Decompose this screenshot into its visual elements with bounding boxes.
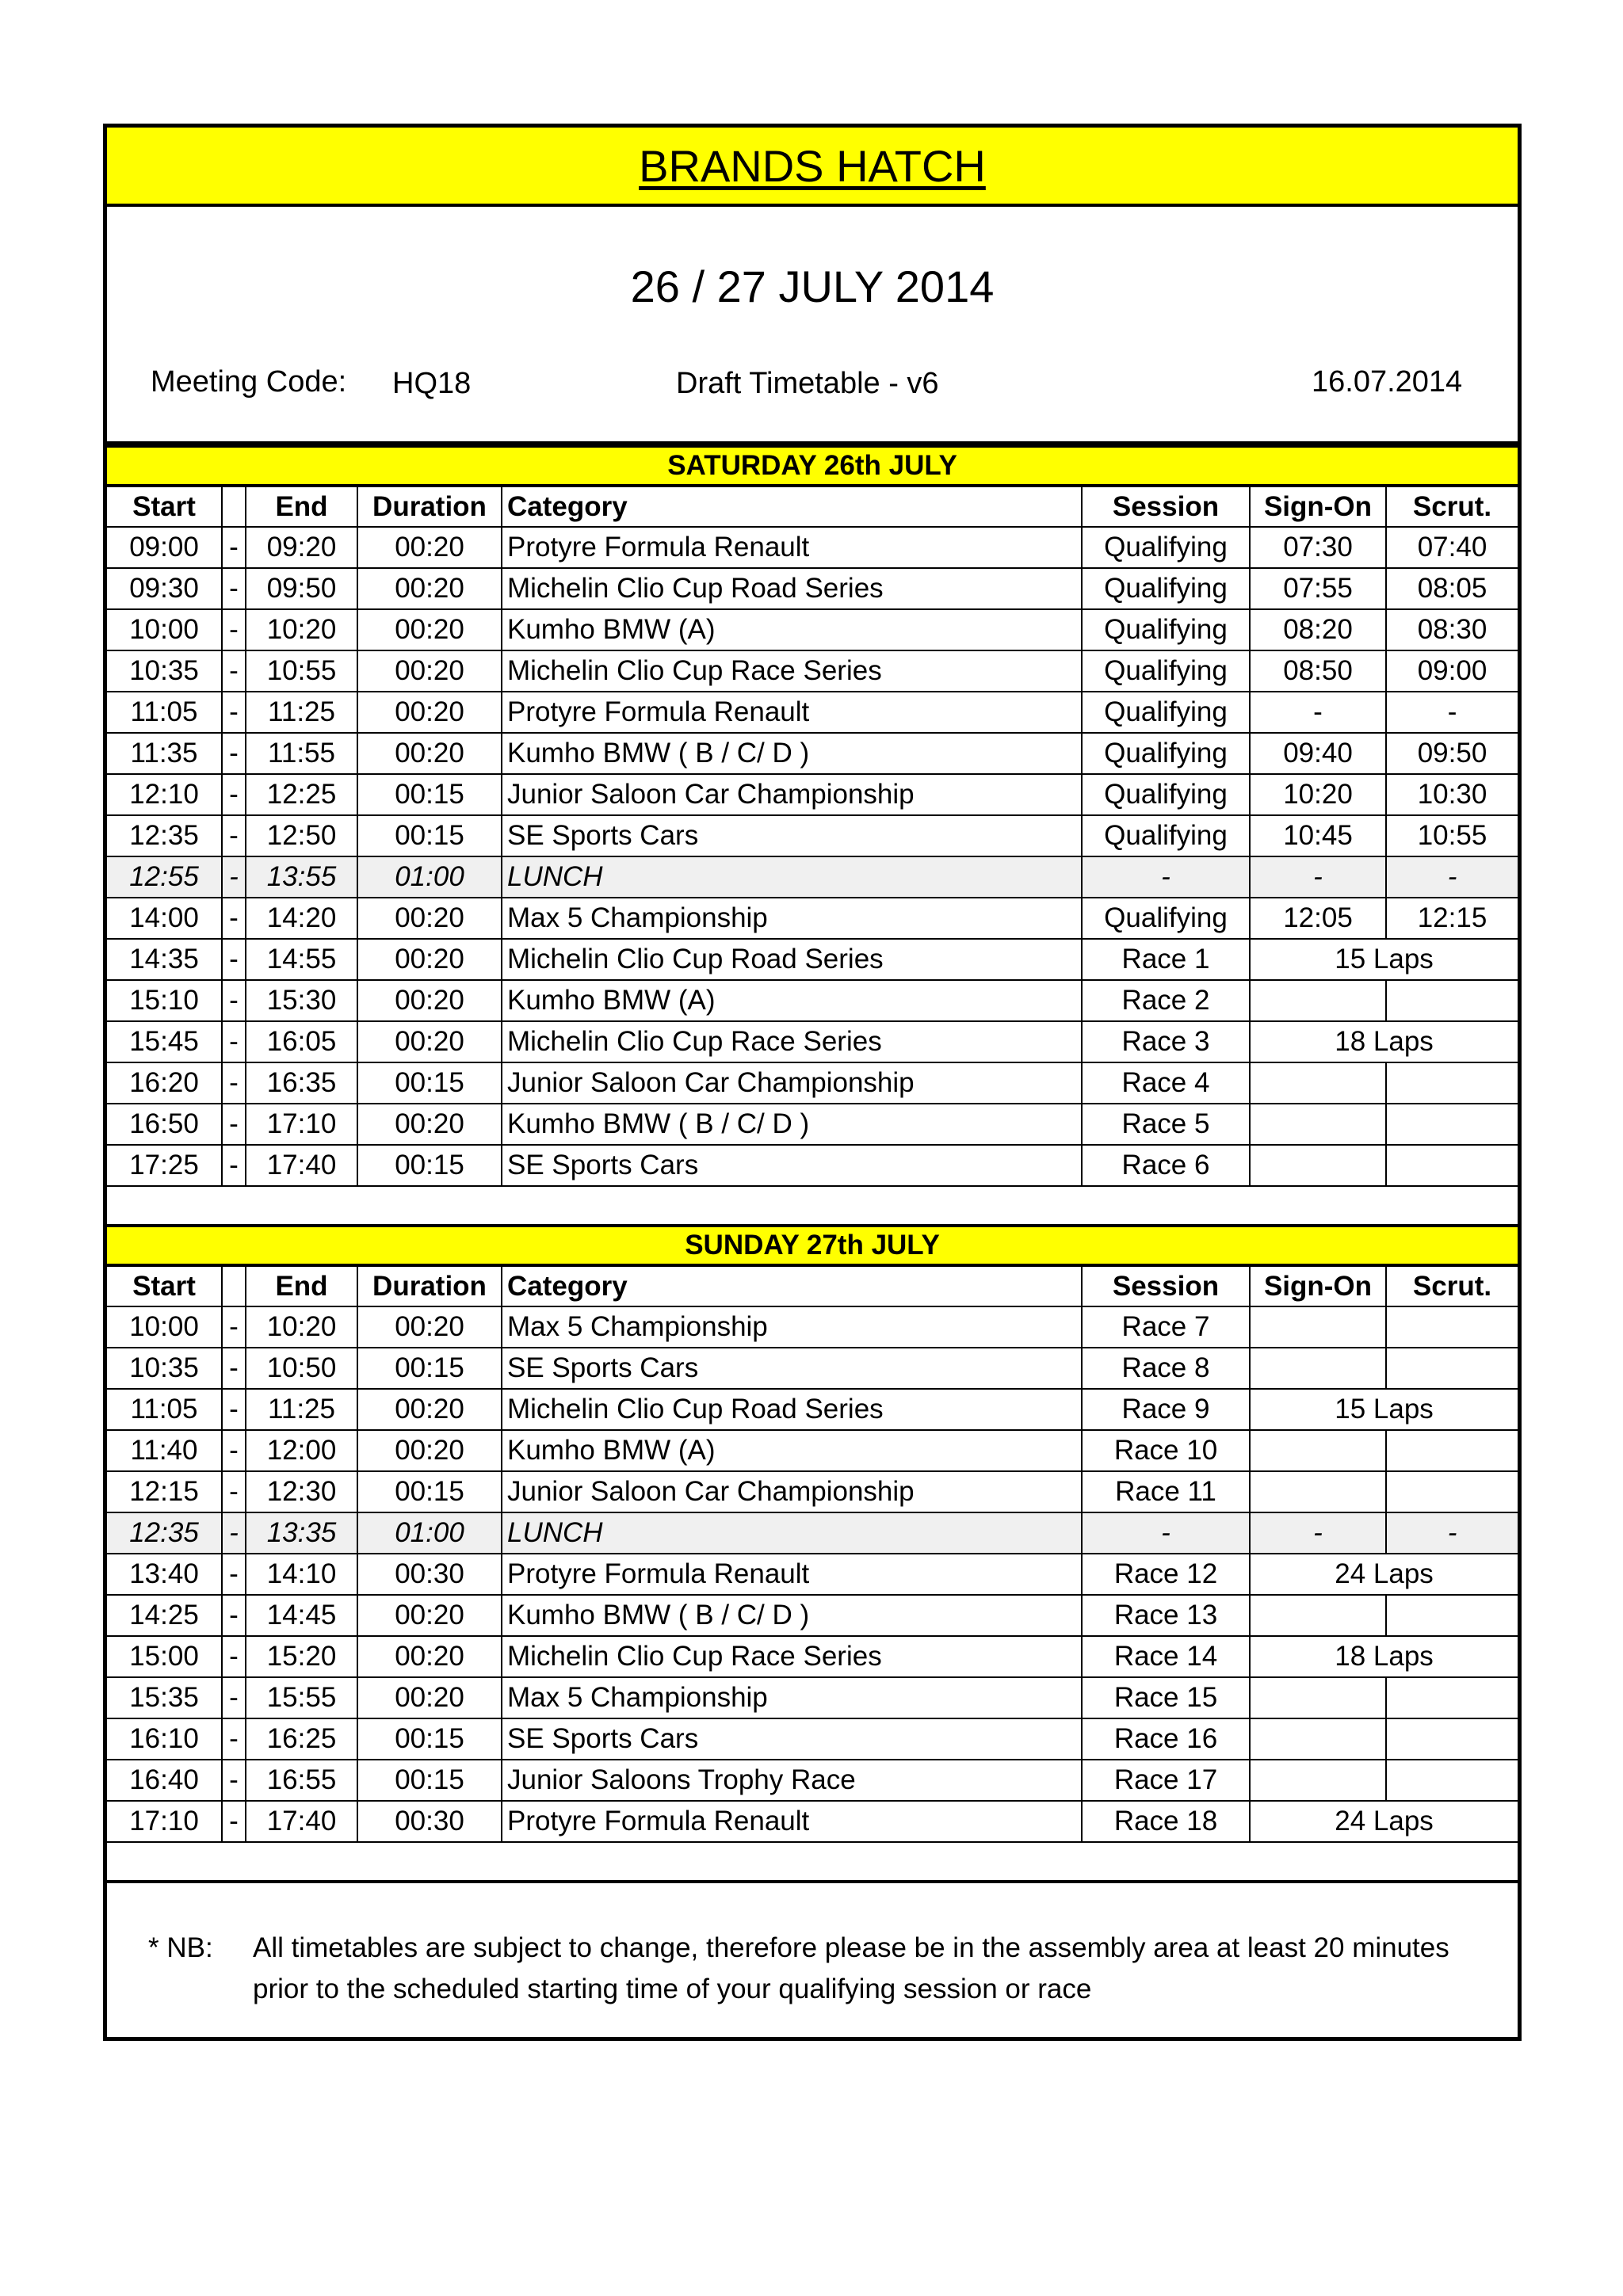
- end-time: 11:25: [246, 692, 357, 733]
- scrutineering-time: [1386, 1760, 1518, 1801]
- sign-on-time: [1250, 980, 1386, 1021]
- start-time: 12:35: [107, 1512, 222, 1554]
- category: Junior Saloon Car Championship: [502, 1062, 1082, 1104]
- session: Qualifying: [1082, 898, 1250, 939]
- session: Qualifying: [1082, 609, 1250, 650]
- nb-text-line-1: All timetables are subject to change, therefore please be in the assembly area at least 20 minutes: [253, 1932, 1449, 1963]
- duration: 00:15: [357, 1718, 502, 1760]
- timetable-row: [107, 815, 1518, 856]
- category: Kumho BMW (A): [502, 609, 1082, 650]
- sign-on-time: -: [1250, 1512, 1386, 1554]
- start-time: 15:35: [107, 1677, 222, 1718]
- duration: 01:00: [357, 856, 502, 898]
- start-time: 12:15: [107, 1471, 222, 1512]
- end-time: 12:00: [246, 1430, 357, 1471]
- sign-on-time: 10:20: [1250, 774, 1386, 815]
- timetable-row: [107, 980, 1518, 1021]
- session: Qualifying: [1082, 774, 1250, 815]
- start-time: 15:10: [107, 980, 222, 1021]
- category: Michelin Clio Cup Road Series: [502, 568, 1082, 609]
- time-separator: -: [222, 1760, 246, 1801]
- issue-date: 16.07.2014: [1312, 365, 1463, 399]
- category: SE Sports Cars: [502, 1145, 1082, 1186]
- end-time: 09:50: [246, 568, 357, 609]
- start-time: 14:25: [107, 1595, 222, 1636]
- duration: 00:20: [357, 1306, 502, 1348]
- duration: 00:15: [357, 815, 502, 856]
- start-time: 11:35: [107, 733, 222, 774]
- sign-on-time: [1250, 1062, 1386, 1104]
- meeting-code: HQ18: [392, 367, 472, 400]
- start-time: 16:40: [107, 1760, 222, 1801]
- scrutineering-time: 08:30: [1386, 609, 1518, 650]
- end-time: 14:10: [246, 1554, 357, 1595]
- sign-on-time: [1250, 1677, 1386, 1718]
- timetable-row: [107, 1145, 1518, 1186]
- duration: 00:15: [357, 1760, 502, 1801]
- nb-text-line-2: prior to the scheduled starting time of your qualifying session or race: [253, 1974, 1092, 2004]
- start-time: 11:40: [107, 1430, 222, 1471]
- timetable-row: [107, 1104, 1518, 1145]
- spacer-cell: [107, 1186, 1518, 1226]
- category: Michelin Clio Cup Road Series: [502, 1389, 1082, 1430]
- category: Kumho BMW ( B / C/ D ): [502, 733, 1082, 774]
- scrutineering-time: [1386, 980, 1518, 1021]
- scrutineering-time: [1386, 1430, 1518, 1471]
- col-header-sign-on: Sign-On: [1250, 486, 1386, 527]
- scrutineering-time: 10:55: [1386, 815, 1518, 856]
- scrutineering-time: [1386, 1595, 1518, 1636]
- sign-on-time: [1250, 1471, 1386, 1512]
- session: Race 14: [1082, 1636, 1250, 1677]
- scrutineering-time: [1386, 1348, 1518, 1389]
- duration: 00:30: [357, 1554, 502, 1595]
- end-time: 13:55: [246, 856, 357, 898]
- end-time: 16:25: [246, 1718, 357, 1760]
- session: Race 13: [1082, 1595, 1250, 1636]
- meeting-dates: 26 / 27 JULY 2014: [630, 261, 995, 311]
- category: Michelin Clio Cup Race Series: [502, 650, 1082, 692]
- end-time: 16:55: [246, 1760, 357, 1801]
- race-laps: 24 Laps: [1250, 1554, 1518, 1595]
- col-header-separator: [222, 1265, 246, 1306]
- end-time: 12:50: [246, 815, 357, 856]
- scrutineering-time: [1386, 1062, 1518, 1104]
- timetable-row: [107, 609, 1518, 650]
- meeting-info: [107, 207, 1518, 444]
- duration: 00:20: [357, 692, 502, 733]
- sign-on-time: [1250, 1104, 1386, 1145]
- duration: 00:15: [357, 1062, 502, 1104]
- start-time: 13:40: [107, 1554, 222, 1595]
- end-time: 10:55: [246, 650, 357, 692]
- end-time: 15:55: [246, 1677, 357, 1718]
- scrutineering-time: [1386, 1471, 1518, 1512]
- timetable-row: [107, 1389, 1518, 1430]
- scrutineering-time: 09:50: [1386, 733, 1518, 774]
- timetable-frame: [103, 124, 1522, 2041]
- saturday-section: [107, 446, 1518, 1186]
- col-header-duration: Duration: [357, 1265, 502, 1306]
- end-time: 14:20: [246, 898, 357, 939]
- session: Race 11: [1082, 1471, 1250, 1512]
- timetable-row: [107, 1760, 1518, 1801]
- start-time: 11:05: [107, 1389, 222, 1430]
- end-time: 10:20: [246, 609, 357, 650]
- section-spacer: [107, 1186, 1518, 1226]
- start-time: 14:35: [107, 939, 222, 980]
- scrutineering-time: 08:05: [1386, 568, 1518, 609]
- timetable-row: [107, 856, 1518, 898]
- timetable-row: [107, 1718, 1518, 1760]
- start-time: 10:35: [107, 1348, 222, 1389]
- duration: 00:15: [357, 1145, 502, 1186]
- end-time: 15:30: [246, 980, 357, 1021]
- sign-on-time: 08:50: [1250, 650, 1386, 692]
- sign-on-time: -: [1250, 692, 1386, 733]
- category: SE Sports Cars: [502, 1348, 1082, 1389]
- session: Race 10: [1082, 1430, 1250, 1471]
- time-separator: -: [222, 1801, 246, 1842]
- category: Max 5 Championship: [502, 1306, 1082, 1348]
- timetable-row: [107, 1306, 1518, 1348]
- col-header-scrutineering: Scrut.: [1386, 1265, 1518, 1306]
- draft-version: Draft Timetable - v6: [676, 367, 939, 400]
- scrutineering-time: [1386, 1677, 1518, 1718]
- col-header-session: Session: [1082, 1265, 1250, 1306]
- session: Race 7: [1082, 1306, 1250, 1348]
- start-time: 11:05: [107, 692, 222, 733]
- duration: 00:20: [357, 733, 502, 774]
- start-time: 16:10: [107, 1718, 222, 1760]
- timetable-row: [107, 1677, 1518, 1718]
- timetable-row: [107, 733, 1518, 774]
- end-time: 13:35: [246, 1512, 357, 1554]
- category: SE Sports Cars: [502, 815, 1082, 856]
- category: Kumho BMW (A): [502, 980, 1082, 1021]
- duration: 00:20: [357, 1389, 502, 1430]
- sign-on-time: [1250, 1430, 1386, 1471]
- start-time: 14:00: [107, 898, 222, 939]
- duration: 00:30: [357, 1801, 502, 1842]
- col-header-end: End: [246, 486, 357, 527]
- col-header-session: Session: [1082, 486, 1250, 527]
- time-separator: -: [222, 1348, 246, 1389]
- end-time: 11:55: [246, 733, 357, 774]
- category: Protyre Formula Renault: [502, 527, 1082, 568]
- duration: 00:20: [357, 609, 502, 650]
- sign-on-time: 12:05: [1250, 898, 1386, 939]
- start-time: 09:30: [107, 568, 222, 609]
- session: Race 2: [1082, 980, 1250, 1021]
- timetable-row: [107, 692, 1518, 733]
- end-time: 16:05: [246, 1021, 357, 1062]
- scrutineering-time: [1386, 1104, 1518, 1145]
- time-separator: -: [222, 650, 246, 692]
- day-heading-row: [107, 446, 1518, 486]
- end-time: 14:55: [246, 939, 357, 980]
- timetable-row: [107, 939, 1518, 980]
- session: Qualifying: [1082, 815, 1250, 856]
- sign-on-time: 07:55: [1250, 568, 1386, 609]
- time-separator: -: [222, 1389, 246, 1430]
- col-header-end: End: [246, 1265, 357, 1306]
- duration: 00:15: [357, 1471, 502, 1512]
- timetable-row: [107, 1636, 1518, 1677]
- session: Race 9: [1082, 1389, 1250, 1430]
- start-time: 12:10: [107, 774, 222, 815]
- time-separator: -: [222, 568, 246, 609]
- end-time: 16:35: [246, 1062, 357, 1104]
- timetable-row: [107, 1801, 1518, 1842]
- timetable-row: [107, 1595, 1518, 1636]
- sunday-section: [107, 1226, 1518, 1842]
- session: Race 12: [1082, 1554, 1250, 1595]
- category: Michelin Clio Cup Race Series: [502, 1021, 1082, 1062]
- time-separator: -: [222, 815, 246, 856]
- time-separator: -: [222, 1062, 246, 1104]
- timetable-row: [107, 1021, 1518, 1062]
- start-time: 12:55: [107, 856, 222, 898]
- category: Kumho BMW ( B / C/ D ): [502, 1104, 1082, 1145]
- duration: 00:20: [357, 1636, 502, 1677]
- category: SE Sports Cars: [502, 1718, 1082, 1760]
- session: Qualifying: [1082, 650, 1250, 692]
- sign-on-time: [1250, 1718, 1386, 1760]
- sign-on-time: [1250, 1145, 1386, 1186]
- category: Junior Saloon Car Championship: [502, 1471, 1082, 1512]
- end-time: 11:25: [246, 1389, 357, 1430]
- duration: 00:20: [357, 1677, 502, 1718]
- category: LUNCH: [502, 856, 1082, 898]
- category: Protyre Formula Renault: [502, 1554, 1082, 1595]
- session: Race 18: [1082, 1801, 1250, 1842]
- timetable-row: [107, 1062, 1518, 1104]
- time-separator: -: [222, 1145, 246, 1186]
- day-heading: SUNDAY 27th JULY: [107, 1226, 1518, 1265]
- start-time: 10:00: [107, 609, 222, 650]
- time-separator: -: [222, 1471, 246, 1512]
- duration: 00:20: [357, 939, 502, 980]
- time-separator: -: [222, 1430, 246, 1471]
- title-band: [107, 128, 1518, 207]
- sign-on-time: 08:20: [1250, 609, 1386, 650]
- scrutineering-time: 12:15: [1386, 898, 1518, 939]
- col-header-sign-on: Sign-On: [1250, 1265, 1386, 1306]
- session: Race 1: [1082, 939, 1250, 980]
- time-separator: -: [222, 733, 246, 774]
- duration: 00:20: [357, 898, 502, 939]
- time-separator: -: [222, 856, 246, 898]
- session: Race 17: [1082, 1760, 1250, 1801]
- timetable-row: [107, 1471, 1518, 1512]
- col-header-scrutineering: Scrut.: [1386, 486, 1518, 527]
- end-time: 12:25: [246, 774, 357, 815]
- sign-on-time: 07:30: [1250, 527, 1386, 568]
- sign-on-time: 10:45: [1250, 815, 1386, 856]
- time-separator: -: [222, 692, 246, 733]
- session: Race 6: [1082, 1145, 1250, 1186]
- start-time: 15:00: [107, 1636, 222, 1677]
- start-time: 17:10: [107, 1801, 222, 1842]
- meeting-code-label: Meeting Code:: [151, 365, 347, 399]
- session: Qualifying: [1082, 527, 1250, 568]
- start-time: 15:45: [107, 1021, 222, 1062]
- timetable-row: [107, 1512, 1518, 1554]
- scrutineering-time: [1386, 1306, 1518, 1348]
- scrutineering-time: -: [1386, 692, 1518, 733]
- duration: 00:20: [357, 1595, 502, 1636]
- end-time: 17:40: [246, 1145, 357, 1186]
- sign-on-time: [1250, 1595, 1386, 1636]
- session: Race 15: [1082, 1677, 1250, 1718]
- end-time: 12:30: [246, 1471, 357, 1512]
- session: Race 5: [1082, 1104, 1250, 1145]
- col-header-separator: [222, 486, 246, 527]
- duration: 00:15: [357, 1348, 502, 1389]
- session: -: [1082, 856, 1250, 898]
- column-header-row: [107, 1265, 1518, 1306]
- sign-on-time: -: [1250, 856, 1386, 898]
- sign-on-time: 09:40: [1250, 733, 1386, 774]
- sign-on-time: [1250, 1348, 1386, 1389]
- start-time: 10:35: [107, 650, 222, 692]
- end-time: 10:20: [246, 1306, 357, 1348]
- col-header-start: Start: [107, 1265, 222, 1306]
- end-time: 14:45: [246, 1595, 357, 1636]
- start-time: 09:00: [107, 527, 222, 568]
- time-separator: -: [222, 1595, 246, 1636]
- race-laps: 15 Laps: [1250, 1389, 1518, 1430]
- race-laps: 18 Laps: [1250, 1636, 1518, 1677]
- scrutineering-time: [1386, 1718, 1518, 1760]
- col-header-category: Category: [502, 486, 1082, 527]
- timetable-row: [107, 527, 1518, 568]
- time-separator: -: [222, 1306, 246, 1348]
- category: Junior Saloon Car Championship: [502, 774, 1082, 815]
- time-separator: -: [222, 1554, 246, 1595]
- scrutineering-time: -: [1386, 856, 1518, 898]
- column-header-row: [107, 486, 1518, 527]
- time-separator: -: [222, 1104, 246, 1145]
- start-time: 12:35: [107, 815, 222, 856]
- sign-on-time: [1250, 1306, 1386, 1348]
- duration: 00:20: [357, 1021, 502, 1062]
- start-time: 16:50: [107, 1104, 222, 1145]
- duration: 00:20: [357, 980, 502, 1021]
- start-time: 16:20: [107, 1062, 222, 1104]
- sign-on-time: [1250, 1760, 1386, 1801]
- time-separator: -: [222, 1718, 246, 1760]
- duration: 00:20: [357, 1104, 502, 1145]
- race-laps: 15 Laps: [1250, 939, 1518, 980]
- time-separator: -: [222, 898, 246, 939]
- time-separator: -: [222, 1021, 246, 1062]
- section-spacer: [107, 1842, 1518, 1882]
- end-time: 15:20: [246, 1636, 357, 1677]
- duration: 01:00: [357, 1512, 502, 1554]
- start-time: 10:00: [107, 1306, 222, 1348]
- time-separator: -: [222, 609, 246, 650]
- timetable-row: [107, 568, 1518, 609]
- col-header-duration: Duration: [357, 486, 502, 527]
- end-time: 17:10: [246, 1104, 357, 1145]
- category: Protyre Formula Renault: [502, 1801, 1082, 1842]
- session: Race 4: [1082, 1062, 1250, 1104]
- scrutineering-time: 07:40: [1386, 527, 1518, 568]
- race-laps: 18 Laps: [1250, 1021, 1518, 1062]
- end-time: 17:40: [246, 1801, 357, 1842]
- timetable-row: [107, 898, 1518, 939]
- end-time: 09:20: [246, 527, 357, 568]
- spacer-cell: [107, 1842, 1518, 1882]
- nb-label: * NB:: [148, 1932, 213, 1963]
- category: Max 5 Championship: [502, 1677, 1082, 1718]
- time-separator: -: [222, 527, 246, 568]
- time-separator: -: [222, 1677, 246, 1718]
- day-heading-row: [107, 1226, 1518, 1265]
- category: Michelin Clio Cup Race Series: [502, 1636, 1082, 1677]
- session: -: [1082, 1512, 1250, 1554]
- scrutineering-time: [1386, 1145, 1518, 1186]
- time-separator: -: [222, 980, 246, 1021]
- duration: 00:20: [357, 1430, 502, 1471]
- footer-note: [107, 1883, 1518, 2046]
- scrutineering-time: 09:00: [1386, 650, 1518, 692]
- session: Qualifying: [1082, 568, 1250, 609]
- category: LUNCH: [502, 1512, 1082, 1554]
- time-separator: -: [222, 939, 246, 980]
- circuit-title: BRANDS HATCH: [639, 140, 986, 191]
- end-time: 10:50: [246, 1348, 357, 1389]
- scrutineering-time: 10:30: [1386, 774, 1518, 815]
- timetable-row: [107, 650, 1518, 692]
- timetable-row: [107, 1430, 1518, 1471]
- col-header-start: Start: [107, 486, 222, 527]
- timetable-row: [107, 1554, 1518, 1595]
- category: Michelin Clio Cup Road Series: [502, 939, 1082, 980]
- session: Race 16: [1082, 1718, 1250, 1760]
- category: Kumho BMW ( B / C/ D ): [502, 1595, 1082, 1636]
- session: Race 8: [1082, 1348, 1250, 1389]
- race-laps: 24 Laps: [1250, 1801, 1518, 1842]
- day-heading: SATURDAY 26th JULY: [107, 446, 1518, 486]
- session: Qualifying: [1082, 733, 1250, 774]
- duration: 00:15: [357, 774, 502, 815]
- time-separator: -: [222, 1512, 246, 1554]
- session: Race 3: [1082, 1021, 1250, 1062]
- category: Kumho BMW (A): [502, 1430, 1082, 1471]
- session: Qualifying: [1082, 692, 1250, 733]
- category: Max 5 Championship: [502, 898, 1082, 939]
- start-time: 17:25: [107, 1145, 222, 1186]
- time-separator: -: [222, 774, 246, 815]
- timetable-row: [107, 774, 1518, 815]
- time-separator: -: [222, 1636, 246, 1677]
- duration: 00:20: [357, 568, 502, 609]
- timetable-row: [107, 1348, 1518, 1389]
- duration: 00:20: [357, 527, 502, 568]
- category: Protyre Formula Renault: [502, 692, 1082, 733]
- col-header-category: Category: [502, 1265, 1082, 1306]
- scrutineering-time: -: [1386, 1512, 1518, 1554]
- timetable-table: [107, 444, 1518, 1883]
- category: Junior Saloons Trophy Race: [502, 1760, 1082, 1801]
- duration: 00:20: [357, 650, 502, 692]
